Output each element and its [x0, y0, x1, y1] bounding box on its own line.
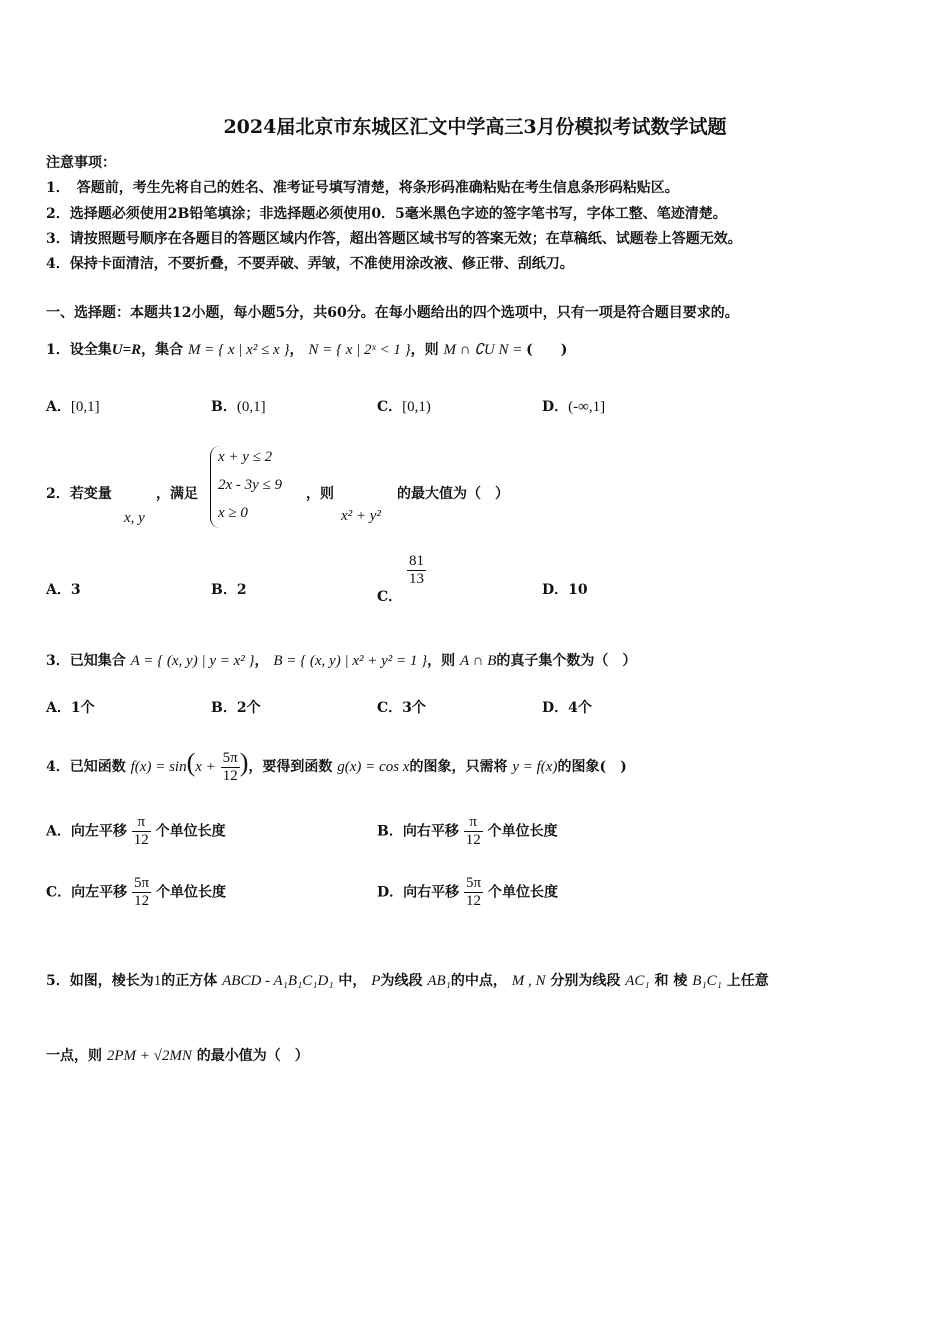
q2-constraint-2: 2x - 3y ≤ 9 — [218, 477, 283, 493]
q5-stem-line2: 一点，则 2PM + √2MN 的最小值为（ ） — [46, 1048, 309, 1064]
q5-expr: 2PM + √2MN — [106, 1048, 192, 1064]
q4-option-a: A．向左平移 $\frac{\pi}{12}$ 个单位长度 — [46, 814, 226, 848]
q2-constraint-3: x ≥ 0 — [218, 505, 248, 521]
notice-item-2: 2．选择题必须使用2B铅笔填涂；非选择题必须使用0．5毫米黑色字迹的签字笔书写，字体工整、笔迹清楚。 — [46, 206, 727, 222]
q4-option-d: D．向右平移 $\frac{5\pi}{12}$ 个单位长度 — [377, 875, 558, 909]
q4-fraction: $\frac{5\pi}{12}$ — [222, 749, 238, 784]
q1-set-word: ，集合 — [141, 342, 184, 358]
notice-item-4: 4．保持卡面清洁，不要折叠，不要弄破、弄皱，不准使用涂改液、修正带、刮纸刀。 — [46, 256, 574, 272]
q2-option-b: B．2 — [211, 582, 247, 598]
page-title: 2024届北京市东城区汇文中学高三3月份模拟考试数学试题 — [223, 116, 727, 138]
q3-set-b: B = { (x, y) | x² + y² = 1 } — [273, 653, 428, 669]
q2-lead: 2．若变量 — [46, 486, 112, 502]
q5-cube: ABCD - A₁B₁C₁D₁ — [222, 973, 334, 989]
q2-vars: x, y — [124, 510, 145, 526]
q1-set-m: M = { x | x² ≤ x } — [188, 342, 290, 358]
q4-option-c: C．向左平移 $\frac{5\pi}{12}$ 个单位长度 — [46, 875, 226, 909]
q2-then: ，则 — [306, 486, 334, 502]
q1-expr: M ∩ ∁U N = — [443, 342, 527, 358]
q3-option-d: D．4个 — [542, 700, 592, 716]
q3-option-c: C．3个 — [377, 700, 426, 716]
q2-option-c-fraction: $\frac{81}{13}$ — [409, 553, 425, 587]
q4-option-b: B．向右平移 $\frac{\pi}{12}$ 个单位长度 — [377, 814, 558, 848]
q2-target: x² + y² — [341, 508, 381, 524]
q1-lead: 1．设全集 — [46, 342, 112, 358]
notice-item-1: 1． 答题前，考生先将自己的姓名、准考证号填写清楚，将条形码准确粘贴在考生信息条形码粘贴区。 — [46, 180, 679, 196]
q3-option-a: A．1个 — [46, 700, 95, 716]
q4-stem: 4．已知函数 f(x) = sin(x + $\frac{5\pi}{12}$ )，要得到函数 g(x) = cos x的图象，只需将 y = f(x)的图象( ) — [46, 748, 627, 784]
q3-set-a: A = { (x, y) | y = x² } — [130, 653, 255, 669]
q4-f: f(x) = sin — [130, 759, 187, 775]
q2-option-c: C． $\frac{81}{13}$ — [377, 553, 425, 605]
q1-option-b: B．(0,1] — [211, 399, 266, 415]
q1-then: ，则 — [410, 342, 439, 358]
q3-option-b: B．2个 — [211, 700, 261, 716]
q4-g: g(x) = cos x — [337, 759, 410, 775]
q1-universe: U=R — [111, 342, 142, 358]
q1-option-c: C．[0,1) — [377, 399, 431, 415]
q1-stem: 1．设全集U=R，集合 M = { x | x² ≤ x }， N = { x | 2ˣ < 1 }，则 M ∩ ∁U N = ( ) — [46, 342, 568, 358]
section-heading: 一、选择题：本题共12小题，每小题5分，共60分。在每小题给出的四个选项中，只有一项是符合题目要求的。 — [46, 305, 739, 321]
q4-yf: y = f(x) — [512, 759, 558, 775]
q1-paren: ( ) — [526, 342, 568, 358]
q2-constraint-1: x + y ≤ 2 — [218, 449, 273, 465]
q1-set-n: N = { x | 2ˣ < 1 } — [308, 342, 411, 358]
notice-heading: 注意事项： — [46, 155, 116, 171]
q1-option-d: D．(-∞,1] — [542, 399, 606, 415]
notice-item-3: 3．请按照题号顺序在各题目的答题区域内作答，超出答题区域书写的答案无效；在草稿纸、试题卷上答题无效。 — [46, 231, 742, 247]
q2-tail: 的最大值为（ ） — [397, 486, 509, 502]
q2-satisfy: ，满足 — [156, 486, 198, 502]
q5-stem-line1: 5．如图，棱长为1的正方体 ABCD - A₁B₁C₁D₁ 中， P为线段 AB₁的中点， M , N 分别为线段 AC₁ 和 棱 B₁C₁ 上任意 — [46, 973, 769, 989]
q3-expr: A ∩ B — [460, 653, 497, 669]
q2-option-d: D．10 — [542, 582, 588, 598]
q1-option-a: A．[0,1] — [46, 399, 100, 415]
q2-option-a: A．3 — [46, 582, 81, 598]
q3-stem: 3．已知集合 A = { (x, y) | y = x² }， B = { (x, y) | x² + y² = 1 }，则 A ∩ B的真子集个数为（ ） — [46, 653, 637, 669]
